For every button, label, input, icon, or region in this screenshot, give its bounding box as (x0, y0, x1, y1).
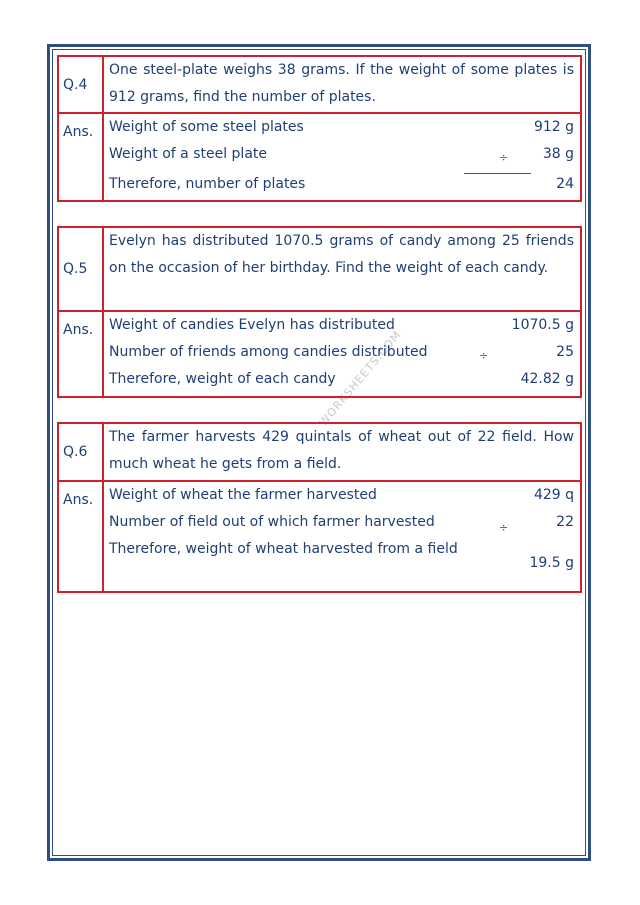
answer-line-text: Therefore, weight of each candy (109, 371, 336, 387)
question-block-q5 (57, 226, 582, 398)
division-sign-icon: ÷ (499, 151, 509, 164)
answer-row (59, 114, 580, 202)
answer-line (109, 114, 574, 141)
answer-line-text: Weight of a steel plate (109, 146, 268, 162)
watermark: WORKSHEETS.COM (316, 328, 405, 429)
answer-line-text: Number of friends among candies distributed (109, 344, 428, 360)
question-row (59, 57, 580, 114)
answer-line-text: Number of field out of which farmer harvested (109, 514, 435, 530)
answer-line-text: Weight of candies Evelyn has distributed (109, 317, 395, 333)
answer-line-value: 429 q (533, 487, 574, 503)
answer-content (104, 312, 580, 396)
question-number: Q.4 (59, 57, 104, 112)
division-sign-icon: ÷ (479, 349, 489, 362)
answer-label: Ans. (59, 114, 104, 200)
answer-line (109, 482, 574, 509)
answer-line (109, 509, 574, 536)
answer-line-value: 22 (556, 514, 574, 530)
answer-line-value: 24 (556, 176, 574, 192)
answer-line (109, 171, 574, 198)
answer-row (59, 312, 580, 398)
answer-line-value: 912 g (533, 119, 574, 135)
question-text: The farmer harvests 429 quintals of wheat out of 22 field. How much wheat he gets from a field. (109, 429, 574, 472)
question-row (59, 424, 580, 482)
answer-line-text: Weight of some steel plates (109, 119, 304, 135)
question-block-q4 (57, 55, 582, 202)
answer-line (109, 339, 574, 366)
question-block-q6 (57, 422, 582, 593)
answer-label: Ans. (59, 482, 104, 591)
answer-line-value: 19.5 g (529, 555, 574, 571)
answer-line-text: Therefore, weight of wheat harvested from a field (109, 541, 458, 557)
answer-label: Ans. (59, 312, 104, 396)
answer-line (109, 141, 574, 168)
division-sign-icon: ÷ (499, 521, 509, 534)
answer-line (109, 366, 574, 393)
answer-line (109, 536, 574, 571)
answer-line-text: Therefore, number of plates (109, 176, 306, 192)
answer-line-value: 38 g (542, 146, 574, 162)
answer-line-value: 25 (556, 344, 574, 360)
answer-line-value: 42.82 g (520, 371, 574, 387)
question-text: One steel-plate weighs 38 grams. If the weight of some plates is 912 grams, find the number of plates. (109, 62, 574, 105)
question-number: Q.6 (59, 424, 104, 480)
question-number: Q.5 (59, 228, 104, 310)
question-row (59, 228, 580, 312)
answer-content (104, 114, 580, 200)
answer-line (109, 312, 574, 339)
answer-row (59, 482, 580, 593)
answer-line-text: Weight of wheat the farmer harvested (109, 487, 377, 503)
answer-line-value: 1070.5 g (511, 317, 574, 333)
question-text: Evelyn has distributed 1070.5 grams of candy among 25 friends on the occasion of her birthday. Find the weight of each candy. (109, 233, 574, 276)
answer-content (104, 482, 580, 591)
